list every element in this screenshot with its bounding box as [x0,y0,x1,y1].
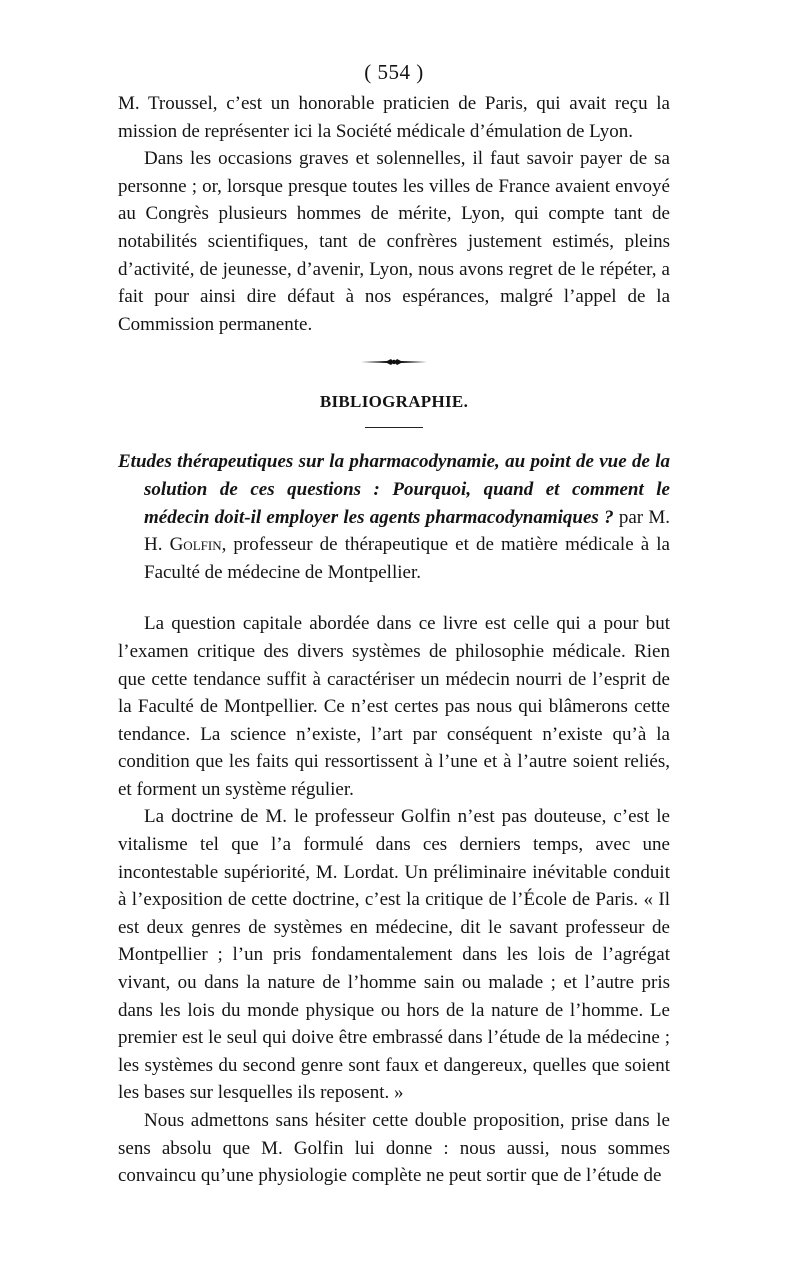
short-rule [365,427,423,428]
ornament-icon [359,356,429,368]
paragraph-troussel: M. Troussel, c’est un honorable praticien de Paris, qui avait reçu la mission de représenter ici la Société médicale d’émulation de Lyon. [118,93,670,142]
entry-description: , professeur de thérapeutique et de matière médicale à la Faculté de médecine de Montpellier. [144,534,670,583]
entry-by: par M. H. [144,506,670,556]
section-heading: BIBLIOGRAPHIE. [319,392,469,412]
page [118,58,670,1190]
heading-rule [118,427,670,428]
paragraph-occasions: Dans les occasions graves et solennelles, il faut savoir payer de sa personne ; or, lorsque presque toutes les villes de France avaient envoyé au Congrès plusieurs hommes de mérite, Lyon, qui compte tant de notabilités scientifiques, tant de confrères justement estimés, pleins d’activité, de jeunesse, d’avenir, Lyon, nous avons regret de le répéter, a fait pour ainsi dire défaut à nos espérances, malgré l’appel de la Commission permanente. [118,148,670,335]
bibliography-entry [118,448,670,586]
spacer [118,586,670,610]
paragraph-admettons: Nous admettons sans hésiter cette double proposition, prise dans le sens absolu que M. Golfin lui donne : nous aussi, nous sommes convaincu qu’une physiologie complète ne peut sortir que de l’étude de [118,1110,670,1187]
section-ornament [118,352,670,372]
paragraph-doctrine: La doctrine de M. le professeur Golfin n’est pas douteuse, c’est le vitalisme tel que l’a formulé dans ces derniers temps, avec une incontestable supériorité, M. Lordat. Un préliminaire inévitable conduit à l’exposition de cette doctrine, c’est la critique de l’École de Paris. « Il est deux genres de systèmes en médecine, dit le savant professeur de Montpellier ; l’un pris fondamentalement dans les lois de l’agrégat vivant, ou dans la nature de l’homme sain ou malade ; et l’autre pris dans les lois du monde physique ou hors de la nature de l’homme. Le premier est le seul qui doive être embrassé dans l’étude de la médecine ; les systèmes du second genre sont faux et dangereux, quelles que soient les bases sur lesquelles ils reposent. » [118,806,670,1104]
page-number: ( 554 ) [364,60,424,84]
entry-author: Golfin [169,534,222,556]
paragraph-question: La question capitale abordée dans ce livre est celle qui a pour but l’examen critique des divers systèmes de philosophie médicale. Rien que cette tendance suffit à caractériser un médecin nourri de l’esprit de la Faculté de Montpellier. Ce n’est certes pas nous qui blâmerons cette tendance. La science n’existe, l’art par conséquent n’existe qu’à la condition que les faits qui ressortissent à l’une et à l’autre soient reliés, et forment un système régulier. [118,613,670,800]
entry-title: Etudes thérapeutiques sur la pharmacodynamie, au point de vue de la solution de ces questions : Pourquoi, quand et comment le médecin doit-il employer les agents pharmacodynamiques ? [118,451,670,528]
